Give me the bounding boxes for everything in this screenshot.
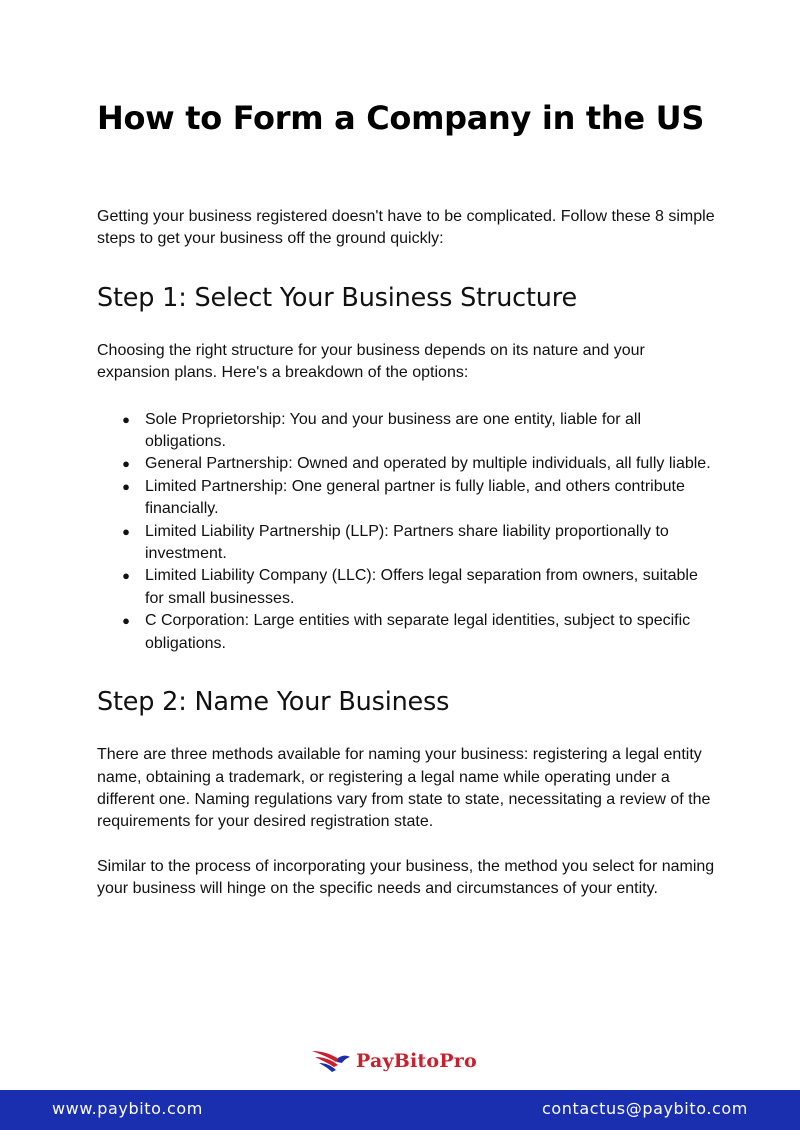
list-item	[97, 610, 717, 655]
paybitopro-logo	[310, 1045, 477, 1077]
contact-email-link[interactable]: contactus@paybito.com	[541, 1099, 748, 1118]
step2-paragraph-1: There are three methods available for naming your business: registering a legal entity name, obtaining a trademark, or registering a legal name while operating under a different one. Naming regulations vary from state to state, necessitating a review of the requirements for your desired registration state.	[97, 746, 711, 831]
list-item-text: General Partnership: Owned and operated by multiple individuals, all fully liable.	[145, 455, 711, 473]
list-item	[97, 476, 717, 521]
bullet-icon: ●	[122, 523, 130, 539]
list-item-text: Limited Partnership: One general partner is fully liable, and others contribute financially.	[145, 477, 685, 518]
logo-text: PayBitoPro	[356, 1050, 477, 1072]
list-item-text: C Corporation: Large entities with separate legal identities, subject to specific obligations.	[145, 612, 691, 652]
page-title: How to Form a Company in the US	[97, 99, 705, 137]
business-structure-list	[97, 409, 717, 655]
step2-heading: Step 2: Name Your Business	[97, 687, 450, 718]
footer-bar	[0, 1090, 800, 1130]
bullet-icon: ●	[122, 568, 130, 584]
bullet-icon: ●	[122, 411, 130, 427]
bullet-icon: ●	[122, 613, 130, 629]
step1-heading: Step 1: Select Your Business Structure	[97, 282, 577, 313]
document-body	[97, 92, 717, 901]
step1-paragraph: Choosing the right structure for your business depends on its nature and your expansion plans. Here's a breakdown of the options:	[97, 341, 645, 382]
list-item	[97, 409, 717, 454]
list-item-text: Sole Proprietorship: You and your business are one entity, liable for all obligations.	[145, 410, 642, 451]
list-item-text: Limited Liability Partnership (LLP): Partners share liability proportionally to investment.	[145, 522, 669, 563]
website-link[interactable]: www.paybito.com	[52, 1099, 203, 1118]
list-item-text: Limited Liability Company (LLC): Offers legal separation from owners, suitable for small businesses.	[145, 567, 698, 607]
intro-paragraph: Getting your business registered doesn't have to be complicated. Follow these 8 simple steps to get your business off the ground quickly:	[97, 208, 715, 248]
list-item	[97, 453, 717, 475]
bullet-icon: ●	[122, 478, 130, 494]
list-item	[97, 565, 717, 610]
bullet-icon: ●	[122, 456, 130, 472]
list-item	[97, 521, 717, 566]
bird-wing-logo-icon	[310, 1048, 352, 1074]
step2-paragraph-2: Similar to the process of incorporating your business, the method you select for naming your business will hinge on the specific needs and circumstances of your entity.	[97, 857, 715, 898]
